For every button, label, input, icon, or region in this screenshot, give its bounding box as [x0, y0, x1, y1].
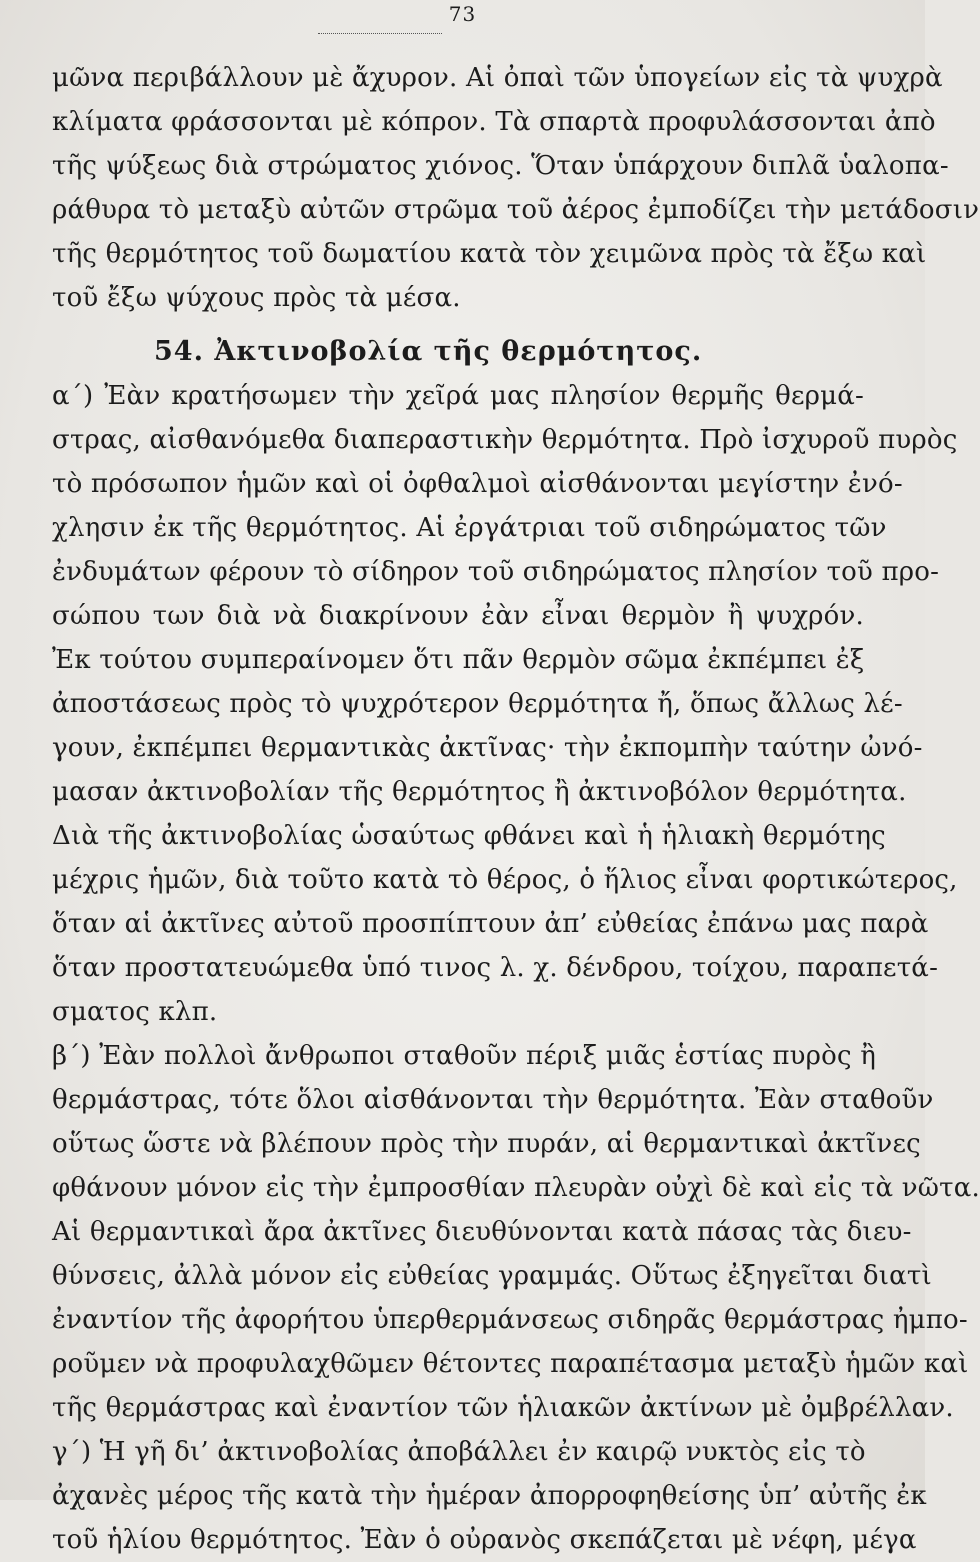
text-line: σώπου των διὰ νὰ διακρίνουν ἐὰν εἶναι θερμὸν ἢ ψυχρόν.	[52, 601, 864, 631]
text-line: Ἐκ τούτου συμπεραίνομεν ὅτι πᾶν θερμὸν σῶμα ἐκπέμπει ἐξ	[52, 645, 865, 675]
text-line: τοῦ ἔξω ψύχους πρὸς τὰ μέσα.	[52, 283, 461, 313]
text-line: μασαν ἀκτινοβολίαν τῆς θερμότητος ἢ ἀκτινοβόλον θερμότητα.	[52, 777, 907, 807]
text-line: β΄) Ἐὰν πολλοὶ ἄνθρωποι σταθοῦν πέριξ μιᾶς ἑστίας πυρὸς ἢ	[52, 1041, 877, 1071]
text-line: ἐναντίον τῆς ἀφορήτου ὑπερθερμάνσεως σιδηρᾶς θερμάστρας ἠμπο-	[52, 1305, 968, 1335]
text-line: ἐνδυμάτων φέρουν τὸ σίδηρον τοῦ σιδηρώματος πλησίον τοῦ προ-	[52, 557, 940, 587]
text-line: τῆς θερμάστρας καὶ ἐναντίον τῶν ἡλιακῶν ἀκτίνων μὲ ὀμβρέλλαν.	[52, 1393, 954, 1423]
page-body	[52, 56, 980, 1562]
text-line: φθάνουν μόνον εἰς τὴν ἐμπροσθίαν πλευρὰν οὐχὶ δὲ καὶ εἰς τὰ νῶτα.	[52, 1173, 980, 1203]
text-line: ροῦμεν νὰ προφυλαχθῶμεν θέτοντες παραπέτασμα μεταξὺ ἡμῶν καὶ	[52, 1349, 969, 1379]
text-line: α΄) Ἐὰν κρατήσωμεν τὴν χεῖρά μας πλησίον θερμῆς θερμά-	[52, 381, 864, 411]
text-line: ὅταν αἱ ἀκτῖνες αὐτοῦ προσπίπτουν ἀπ’ εὐθείας ἐπάνω μας παρὰ	[52, 909, 929, 939]
page-number: 73	[448, 2, 477, 26]
text-line: τοῦ ἡλίου θερμότητος. Ἐὰν ὁ οὐρανὸς σκεπάζεται μὲ νέφη, μέγα	[52, 1525, 917, 1555]
text-line: ἀποστάσεως πρὸς τὸ ψυχρότερον θερμότητα ἤ, ὅπως ἄλλως λέ-	[52, 689, 903, 719]
text-line: θύνσεις, ἀλλὰ μόνον εἰς εὐθείας γραμμάς. Οὕτως ἐξηγεῖται διατὶ	[52, 1261, 932, 1291]
text-line: ἀχανὲς μέρος τῆς κατὰ τὴν ἡμέραν ἀπορροφηθείσης ὑπ’ αὐτῆς ἐκ	[52, 1481, 927, 1511]
text-line: χλησιν ἐκ τῆς θερμότητος. Αἱ ἐργάτριαι τοῦ σιδηρώματος τῶν	[52, 513, 887, 543]
text-line: τῆς θερμότητος τοῦ δωματίου κατὰ τὸν χειμῶνα πρὸς τὰ ἔξω καὶ	[52, 239, 927, 269]
text-line: στρας, αἰσθανόμεθα διαπεραστικὴν θερμότητα. Πρὸ ἰσχυροῦ πυρὸς	[52, 425, 958, 455]
page-number-rule	[318, 33, 442, 34]
text-line: ὅταν προστατευώμεθα ὑπό τινος λ. χ. δένδρου, τοίχου, παραπετά-	[52, 953, 939, 983]
text-line: μέχρις ἡμῶν, διὰ τοῦτο κατὰ τὸ θέρος, ὁ ἥλιος εἶναι φορτικώτερος,	[52, 865, 958, 895]
text-line: τὸ πρόσωπον ἡμῶν καὶ οἱ ὀφθαλμοὶ αἰσθάνονται μεγίστην ἐνό-	[52, 469, 903, 499]
text-line: τῆς ψύξεως διὰ στρώματος χιόνος. Ὅταν ὑπάρχουν διπλᾶ ὑαλοπα-	[52, 151, 949, 181]
text-line: Διὰ τῆς ἀκτινοβολίας ὡσαύτως φθάνει καὶ ἡ ἡλιακὴ θερμότης	[52, 821, 886, 851]
text-line: μῶνα περιβάλλουν μὲ ἄχυρον. Αἱ ὀπαὶ τῶν ὑπογείων εἰς τὰ ψυχρὰ	[52, 63, 943, 93]
text-line: ράθυρα τὸ μεταξὺ αὐτῶν στρῶμα τοῦ ἀέρος ἐμποδίζει τὴν μετάδοσιν	[52, 195, 980, 225]
section-heading: 54. Ἀκτινοβολία τῆς θερμότητος.	[154, 336, 703, 367]
text-line: κλίματα φράσσονται μὲ κόπρον. Τὰ σπαρτὰ προφυλάσσονται ἀπὸ	[52, 107, 936, 137]
text-line: θερμάστρας, τότε ὅλοι αἰσθάνονται τὴν θερμότητα. Ἐὰν σταθοῦν	[52, 1085, 934, 1115]
text-line: οὕτως ὥστε νὰ βλέπουν πρὸς τὴν πυράν, αἱ θερμαντικαὶ ἀκτῖνες	[52, 1129, 921, 1159]
text-line: Αἱ θερμαντικαὶ ἄρα ἀκτῖνες διευθύνονται κατὰ πάσας τὰς διευ-	[52, 1217, 912, 1247]
text-line: γουν, ἐκπέμπει θερμαντικὰς ἀκτῖνας· τὴν ἐκπομπὴν ταύτην ὠνό-	[52, 733, 923, 763]
text-line: γ΄) Ἡ γῆ δι’ ἀκτινοβολίας ἀποβάλλει ἐν καιρῷ νυκτὸς εἰς τὸ	[52, 1437, 866, 1467]
text-line: σματος κλπ.	[52, 997, 218, 1027]
